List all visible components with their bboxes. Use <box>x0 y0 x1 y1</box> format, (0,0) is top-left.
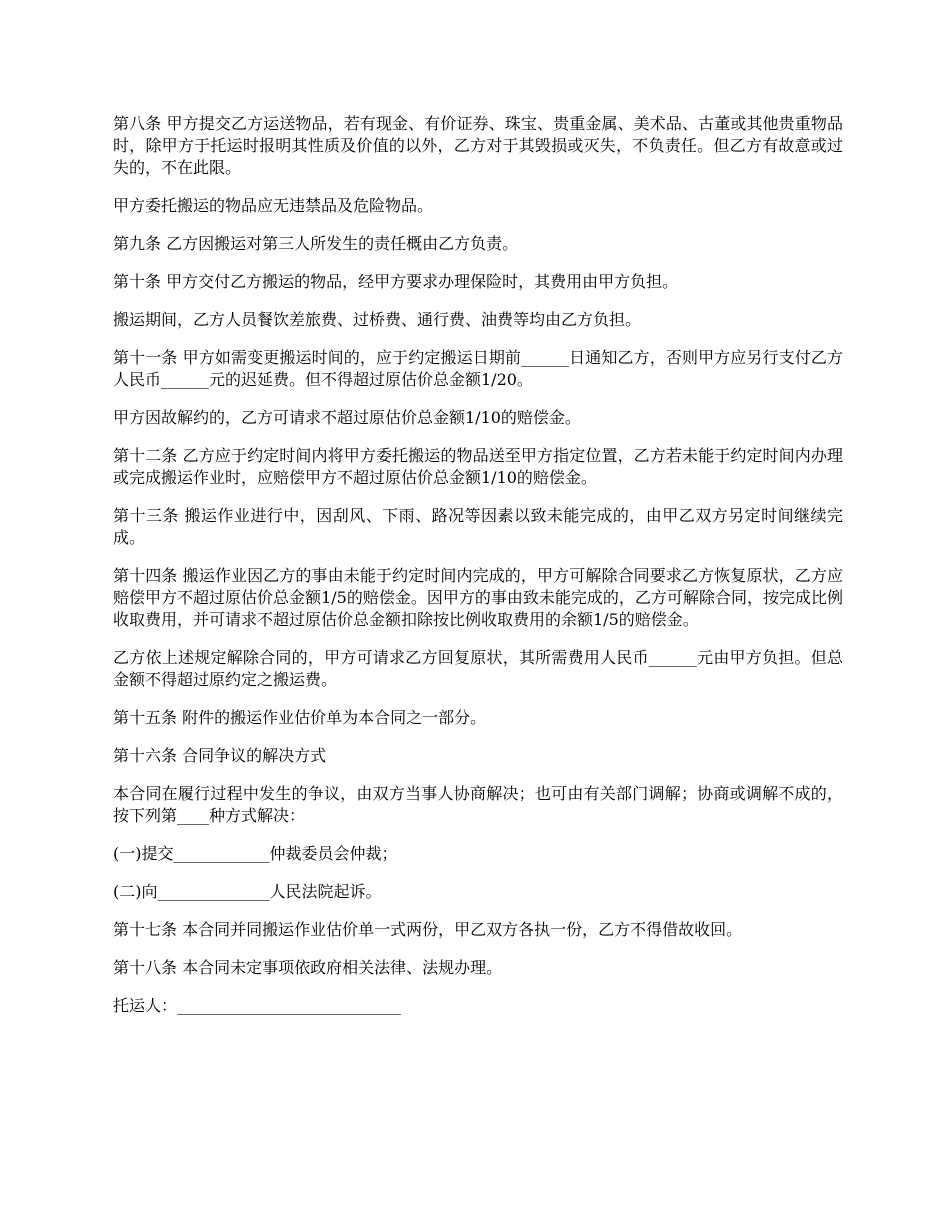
article-14: 第十四条 搬运作业因乙方的事由未能于约定时间内完成的，甲方可解除合同要求乙方恢复原状，乙方应赔偿甲方不超过原估价总金额1/5的赔偿金。因甲方的事由致未能完成的，乙方可解除合同，按完成比例收取费用，并可请求不超过原估价总金额扣除按比例收取费用的余额1/5的赔偿金。 <box>113 566 843 629</box>
article-17: 第十七条 本合同并同搬运作业估价单一式两份，甲乙双方各执一份，乙方不得借故收回。 <box>113 920 743 939</box>
document-page <box>113 113 843 1033</box>
article-8-prohibited-items: 甲方委托搬运的物品应无违禁品及危险物品。 <box>113 196 434 215</box>
article-12: 第十二条 乙方应于约定时间内将甲方委托搬运的物品送至甲方指定位置，乙方若未能于约定时间内办理或完成搬运作业时，应赔偿甲方不超过原估价总金额1/10的赔偿金。 <box>113 446 843 487</box>
shipper-signature-line: 托运人：____________________________ <box>113 996 402 1015</box>
dispute-option-arbitration: (一)提交____________仲裁委员会仲裁； <box>113 844 398 863</box>
article-14-restoration: 乙方依上述规定解除合同的，甲方可请求乙方回复原状，其所需费用人民币______元由甲方负担。但总金额不得超过原约定之搬运费。 <box>113 648 843 689</box>
article-11-cancellation: 甲方因故解约的，乙方可请求不超过原估价总金额1/10的赔偿金。 <box>113 408 581 427</box>
article-13: 第十三条 搬运作业进行中，因刮风、下雨、路况等因素以致未能完成的，由甲乙双方另定时间继续完成。 <box>113 506 843 547</box>
article-11: 第十一条 甲方如需变更搬运时间的，应于约定搬运日期前______日通知乙方，否则甲方应另行支付乙方人民币______元的迟延费。但不得超过原估价总金额1/20。 <box>113 348 843 389</box>
article-16-body: 本合同在履行过程中发生的争议，由双方当事人协商解决；也可由有关部门调解；协商或调解不成的，按下列第____种方式解决： <box>113 784 843 825</box>
article-9: 第九条 乙方因搬运对第三人所发生的责任概由乙方负责。 <box>113 234 519 253</box>
article-16-heading: 第十六条 合同争议的解决方式 <box>113 746 327 765</box>
article-10-expenses: 搬运期间，乙方人员餐饮差旅费、过桥费、通行费、油费等均由乙方负担。 <box>113 310 642 329</box>
article-10: 第十条 甲方交付乙方搬运的物品，经甲方要求办理保险时，其费用由甲方负担。 <box>113 272 679 291</box>
article-15: 第十五条 附件的搬运作业估价单为本合同之一部分。 <box>113 708 487 727</box>
article-18: 第十八条 本合同未定事项依政府相关法律、法规办理。 <box>113 958 503 977</box>
article-8: 第八条 甲方提交乙方运送物品，若有现金、有价证券、珠宝、贵重金属、美术品、古董或其他贵重物品时，除甲方于托运时报明其性质及价值的以外，乙方对于其毁损或灭失，不负责任。但乙方有故意或过失的，不在此限。 <box>113 114 843 177</box>
dispute-option-court: (二)向______________人民法院起诉。 <box>113 882 382 901</box>
